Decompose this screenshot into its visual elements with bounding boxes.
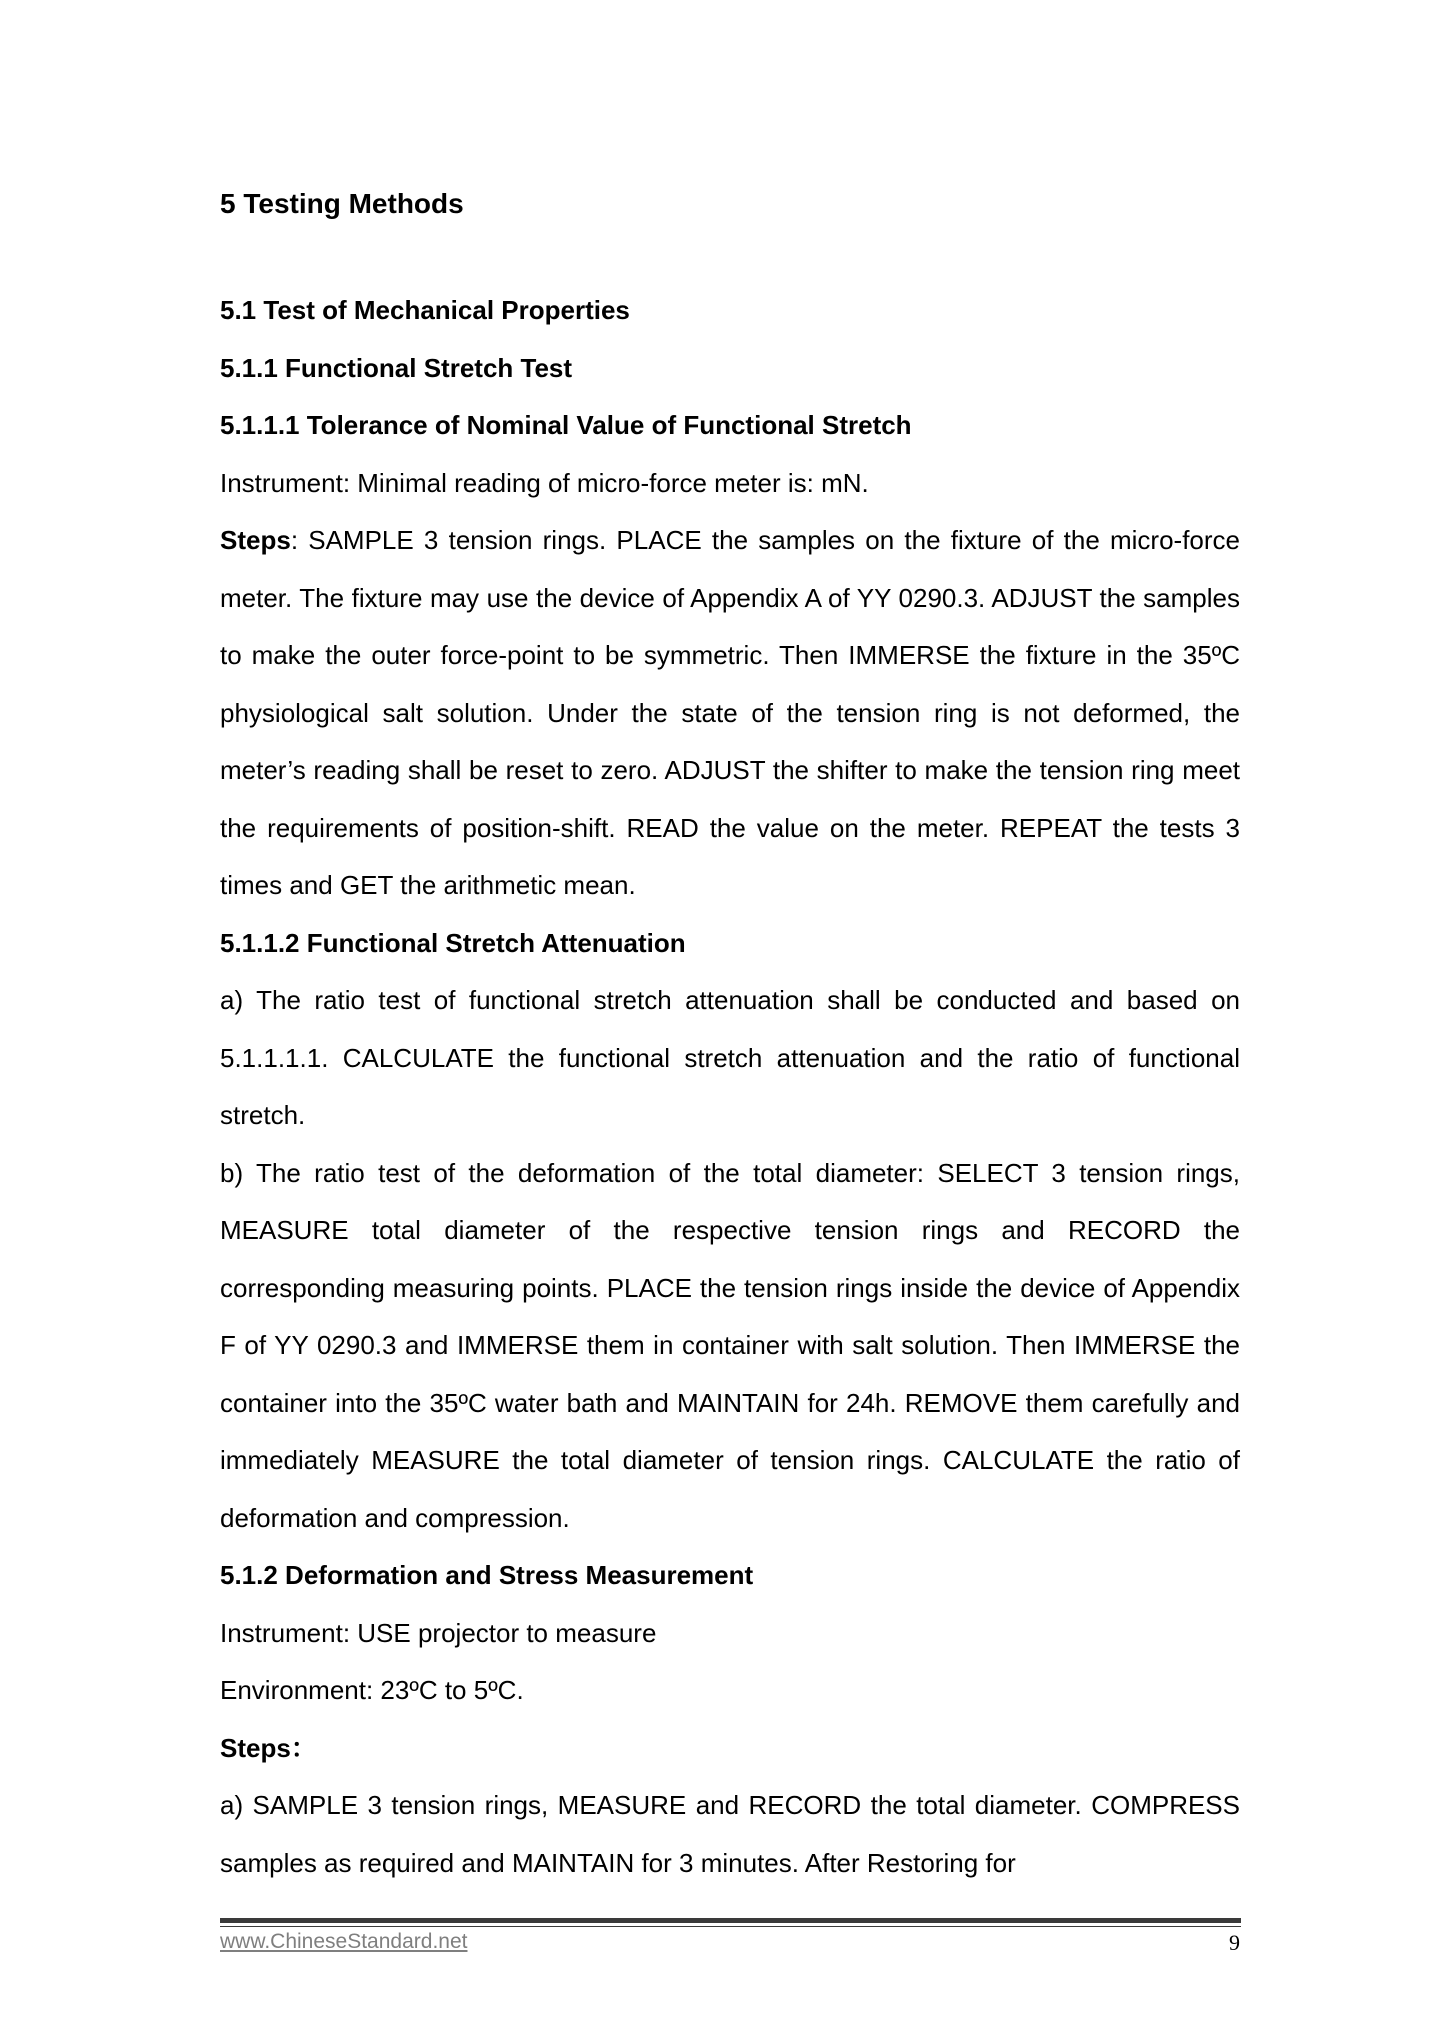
instrument-paragraph-2: Instrument: USE projector to measure <box>220 1617 657 1648</box>
steps-label-2: Steps： <box>220 1732 317 1763</box>
heading-5-1: 5.1 Test of Mechanical Properties <box>220 295 630 325</box>
item-a-paragraph: a) The ratio test of functional stretch attenuation shall be conducted and based on 5.1.1.1.1. CALCULATE the functional stretch attenuation and the ratio of functional stretch. <box>220 985 1240 1130</box>
page-number: 9 <box>1229 1930 1240 1955</box>
steps-label: Steps <box>220 525 291 555</box>
footer-divider-thin <box>220 1926 1241 1927</box>
environment-paragraph: Environment: 23ºC to 5ºC. <box>220 1675 524 1705</box>
heading-5-1-1: 5.1.1 Functional Stretch Test <box>220 352 573 383</box>
instrument-paragraph-1: Instrument: Minimal reading of micro-force meter is: mN. <box>220 467 869 498</box>
footer-website-link[interactable]: www.ChineseStandard.net <box>220 1930 468 1953</box>
section-heading-5: 5 Testing Methods <box>220 188 464 219</box>
steps-paragraph-1 <box>220 512 1240 915</box>
item-a2-paragraph: a) SAMPLE 3 tension rings, MEASURE and RECORD the total diameter. COMPRESS samples as required and MAINTAIN for 3 minutes. After Restoring for <box>220 1790 1240 1878</box>
document-body <box>220 282 1240 1892</box>
heading-5-1-2: 5.1.2 Deformation and Stress Measurement <box>220 1560 754 1590</box>
steps-text: : SAMPLE 3 tension rings. PLACE the samples on the fixture of the micro-force meter. The fixture may use the device of Appendix A of YY 0290.3. ADJUST the samples to make the outer force-point to be symmetric. Then IMMERSE the fixture in the 35ºC physiological salt solution. Under the state of the tension ring is not deformed, the meter’s reading shall be reset to zero. ADJUST the shifter to make the tension ring meet the requirements of position-shift. READ the value on the meter. REPEAT the tests 3 times and GET the arithmetic mean. <box>220 525 1240 900</box>
item-b-paragraph: b) The ratio test of the deformation of the total diameter: SELECT 3 tension rings, MEASURE total diameter of the respective tension rings and RECORD the corresponding measuring points. PLACE the tension rings inside the device of Appendix F of YY 0290.3 and IMMERSE them in container with salt solution. Then IMMERSE the container into the 35ºC water bath and MAINTAIN for 24h. REMOVE them carefully and immediately MEASURE the total diameter of tension rings. CALCULATE the ratio of deformation and compression. <box>220 1157 1240 1533</box>
heading-5-1-1-1: 5.1.1.1 Tolerance of Nominal Value of Functional Stretch <box>220 410 912 440</box>
heading-5-1-1-2: 5.1.1.2 Functional Stretch Attenuation <box>220 927 686 958</box>
footer-divider <box>220 1918 1241 1923</box>
